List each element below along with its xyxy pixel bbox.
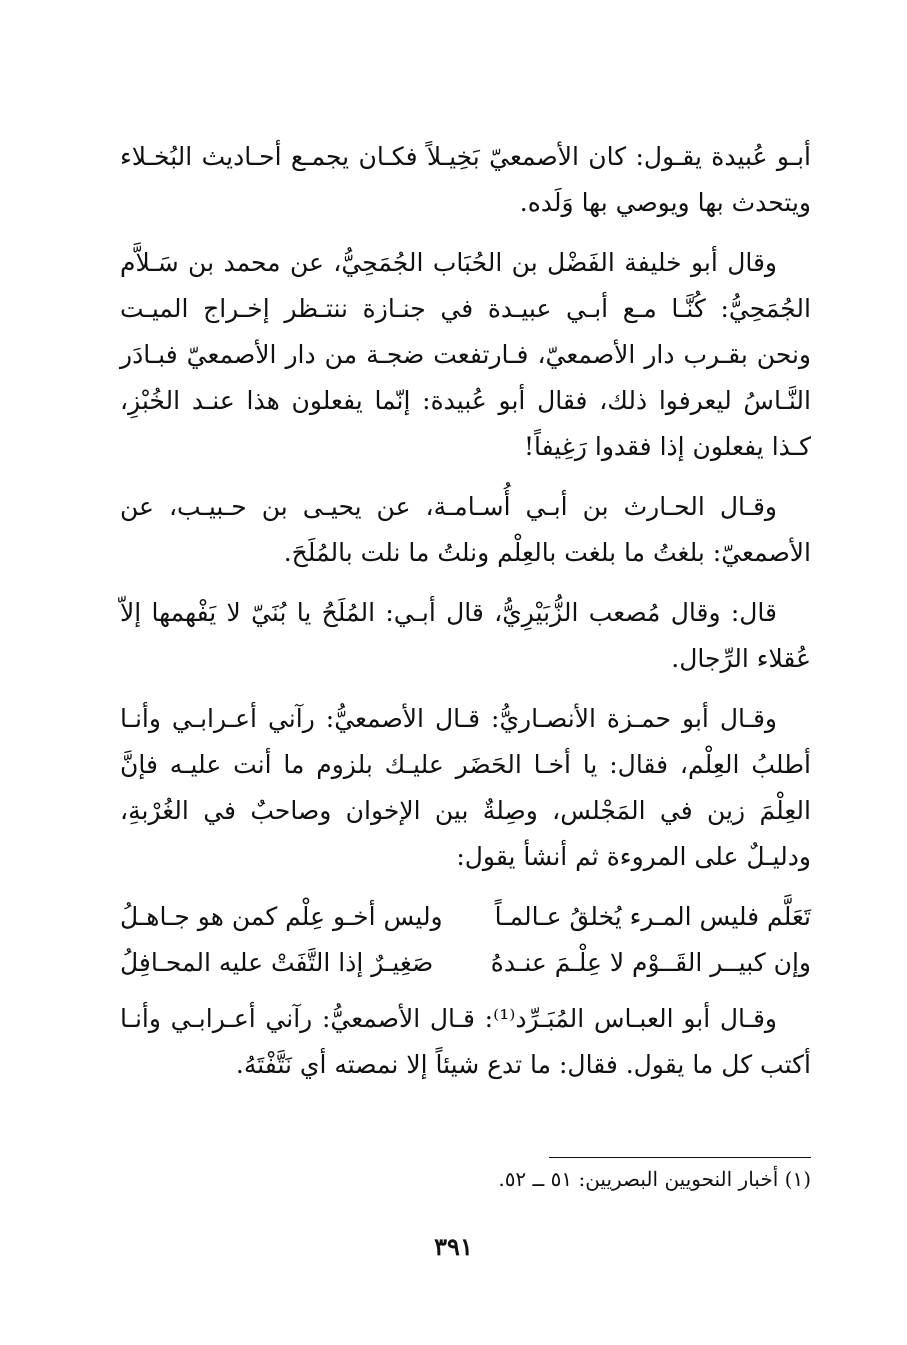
poem (120, 894, 811, 986)
main-text (120, 134, 811, 1102)
verse-line (120, 894, 811, 940)
paragraph-2: وقال أبو خليفة الفَضْل بن الحُبَاب الجُمَحِيُّ، عن محمد بن سَـلاَّم الجُمَحِيُّ: كُنَّـا مـع أبـي عبيـدة في جنـازة ننتـظر إخـراج الميـت ونحن بقـرب دار الأصمعيّ، فـارتفعت ضجـة من دار الأصمعيّ فبـادَر النَّـاسُ ليعرفوا ذلك، فقال أبو عُبيدة: إنّما يفعلون هذا عنـد الخُبْزِ، كـذا يفعلون إذا فقدوا رَغِيفاً! (120, 248, 811, 461)
page-number: ٣٩١ (434, 1232, 473, 1261)
verse-second-hemistich: صَغِيـرٌ إذا التَّفَتْ عليه المحـافِلُ (120, 948, 434, 977)
paragraph-1: أبـو عُبيدة يقـول: كان الأصمعيّ بَخِيـلاً فكـان يجمـع أحـاديث البُخـلاء ويتحدث بها ويوصي بها وَلَده. (120, 142, 811, 217)
verse-line (120, 940, 811, 986)
footnote-marker: (١) (784, 1167, 811, 1191)
verse-first-hemistich: تَعَلَّم فليس المـرء يُخلقُ عـالمـاً (494, 902, 811, 931)
verse-second-hemistich: وليس أخـو عِلْم كمن هو جـاهـلُ (120, 902, 443, 931)
paragraph-5: وقـال أبو حمـزة الأنصـاريُّ: قـال الأصمعيُّ: رآني أعـرابـي وأنـا أطلبُ العِلْم، فقال: يا أخـا الحَضَر عليـك بلزوم ما أنت عليـه فإنَّ العِلْمَ زين في المَجْلس، وصِلةٌ بين الإخوان وصاحبٌ في الغُرْبةِ، ودليـلٌ على المروءة ثم أنشأ يقول: (120, 704, 811, 871)
verse-first-hemistich: وإن كبيــر القَــوْم لا عِلْـمَ عنـدهُ (490, 948, 811, 977)
paragraph-3: وقـال الحـارث بن أبـي أُسـامـة، عن يحيـى بن حـبيـب، عن الأصمعيّ: بلغتُ ما بلغت بالعِلْم ونلتُ ما نلت بالمُلَحَ. (120, 492, 811, 567)
footnote (120, 1164, 811, 1194)
footnote-text: أخبار النحويين البصريين: ٥١ ــ ٥٢. (498, 1167, 779, 1191)
paragraph-4: قال: وقال مُصعب الزُّبَيْرِيُّ، قال أبـي: المُلَحُ يا بُنَيّ لا يَفْهمها إلاّ عُقلاء الرِّجال. (120, 598, 811, 673)
paragraph-6: وقـال أبو العبـاس المُبَـرِّد⁽¹⁾: قـال الأصمعيُّ: رآني أعـرابـي وأنـا أكتب كل ما يقول. فقال: ما تدع شيئاً إلا نمصته أي نَتَّفْتَهُ. (120, 1004, 811, 1079)
footnote-divider (549, 1157, 811, 1158)
